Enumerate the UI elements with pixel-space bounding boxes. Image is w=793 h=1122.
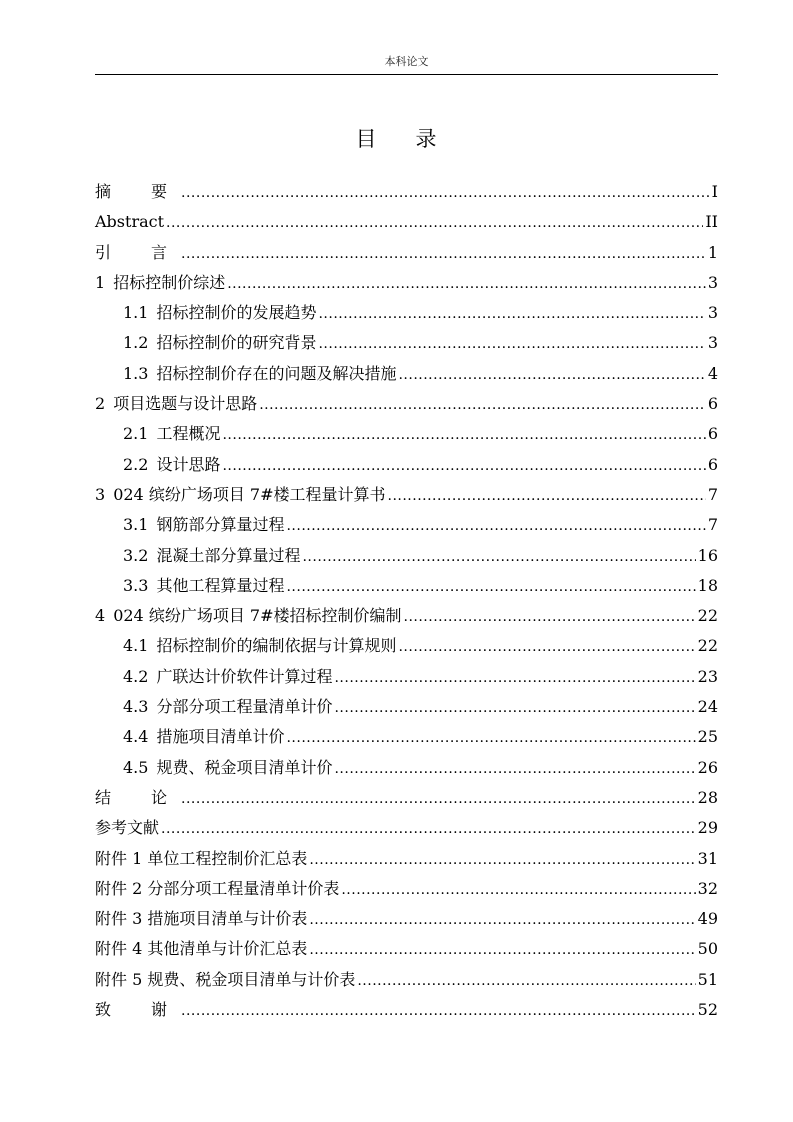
page-title: [0, 124, 793, 154]
table-of-contents: [95, 177, 718, 1025]
toc-dot-leader: [181, 178, 710, 208]
toc-entry-page-number: 32: [697, 878, 718, 898]
toc-dot-leader: [181, 784, 696, 814]
toc-entry-page-number: 31: [697, 848, 718, 868]
toc-entry[interactable]: [95, 480, 718, 510]
toc-entry-page-number: 49: [697, 909, 718, 929]
toc-entry-label: 混凝土部分算量过程: [156, 545, 301, 565]
toc-entry-number: 2.2: [123, 454, 149, 474]
toc-entry[interactable]: [95, 874, 718, 904]
toc-entry[interactable]: [95, 177, 718, 207]
toc-entry-label: 钢筋部分算量过程: [156, 515, 285, 535]
toc-entry-label: 附件 1 单位工程控制价汇总表: [95, 848, 308, 868]
toc-entry[interactable]: [95, 541, 718, 571]
toc-entry-label: 参考文献: [95, 818, 160, 838]
toc-entry-number: 3.3: [123, 575, 149, 595]
toc-dot-leader: [398, 360, 705, 390]
toc-dot-leader: [302, 542, 695, 572]
toc-entry-label: 分部分项工程量清单计价: [156, 697, 333, 717]
toc-entry-label: 招标控制价的研究背景: [156, 333, 317, 353]
toc-entry-page-number: 1: [707, 242, 718, 262]
toc-entry-number: 4.3: [123, 697, 149, 717]
toc-entry-number: 3.1: [123, 515, 149, 535]
toc-entry-label: 其他工程算量过程: [156, 575, 285, 595]
toc-entry-label: 致 谢: [95, 1000, 180, 1020]
toc-entry-page-number: 52: [697, 1000, 718, 1020]
toc-dot-leader: [286, 572, 695, 602]
toc-entry-page-number: 3: [707, 272, 718, 292]
toc-entry[interactable]: [95, 783, 718, 813]
toc-entry[interactable]: [95, 662, 718, 692]
toc-dot-leader: [334, 663, 695, 693]
toc-entry-label: 附件 4 其他清单与计价汇总表: [95, 939, 308, 959]
toc-entry-label: 附件 3 措施项目清单与计价表: [95, 909, 308, 929]
toc-entry[interactable]: [95, 207, 718, 237]
toc-entry-number: 3: [95, 484, 106, 504]
toc-entry-page-number: 6: [707, 424, 718, 444]
toc-entry-page-number: 7: [707, 515, 718, 535]
toc-entry-page-number: II: [705, 212, 718, 232]
toc-dot-leader: [388, 481, 706, 511]
toc-entry-number: 3.2: [123, 545, 149, 565]
toc-entry-page-number: 24: [697, 697, 718, 717]
toc-entry-number: 1.3: [123, 363, 149, 383]
toc-entry-page-number: 4: [707, 363, 718, 383]
toc-entry-number: 1: [95, 272, 106, 292]
toc-dot-leader: [334, 754, 695, 784]
toc-entry-label: 招标控制价综述: [113, 272, 226, 292]
toc-entry[interactable]: [95, 389, 718, 419]
toc-entry-label: 摘 要: [95, 182, 180, 201]
toc-entry-page-number: 7: [707, 484, 718, 504]
toc-entry[interactable]: [95, 601, 718, 631]
toc-entry-page-number: 16: [697, 545, 718, 565]
toc-entry-label: 024 缤纷广场项目 7#楼工程量计算书: [113, 484, 386, 504]
toc-entry-page-number: 6: [707, 394, 718, 414]
toc-entry-number: 4.5: [123, 757, 149, 777]
toc-dot-leader: [318, 329, 705, 359]
toc-dot-leader: [227, 269, 706, 299]
toc-entry-page-number: 50: [697, 939, 718, 959]
toc-entry-page-number: I: [711, 182, 718, 201]
toc-entry-label: 规费、税金项目清单计价: [156, 757, 333, 777]
toc-entry-page-number: 22: [697, 606, 718, 626]
toc-dot-leader: [309, 935, 695, 965]
toc-dot-leader: [404, 602, 696, 632]
toc-dot-leader: [161, 814, 696, 844]
toc-dot-leader: [286, 723, 695, 753]
toc-entry-number: 2.1: [123, 424, 149, 444]
toc-entry-page-number: 29: [697, 818, 718, 838]
toc-entry[interactable]: [95, 268, 718, 298]
toc-entry-page-number: 25: [697, 727, 718, 747]
toc-dot-leader: [398, 632, 695, 662]
toc-entry[interactable]: [95, 965, 718, 995]
toc-entry-page-number: 3: [707, 333, 718, 353]
toc-entry[interactable]: [95, 571, 718, 601]
toc-entry-label: 工程概况: [156, 424, 221, 444]
title-part-2: 录: [415, 127, 438, 151]
toc-entry-label: 024 缤纷广场项目 7#楼招标控制价编制: [113, 606, 402, 626]
toc-entry-page-number: 23: [697, 666, 718, 686]
toc-dot-leader: [318, 299, 705, 329]
toc-entry-page-number: 28: [697, 787, 718, 807]
toc-entry-number: 4.4: [123, 727, 149, 747]
toc-dot-leader: [166, 208, 703, 238]
toc-dot-leader: [309, 905, 695, 935]
toc-entry-page-number: 6: [707, 454, 718, 474]
toc-entry-label: 项目选题与设计思路: [113, 394, 258, 414]
toc-dot-leader: [259, 390, 706, 420]
toc-entry[interactable]: [95, 844, 718, 874]
toc-entry-number: 4: [95, 606, 106, 626]
toc-entry[interactable]: [95, 813, 718, 843]
toc-entry[interactable]: [95, 692, 718, 722]
toc-entry[interactable]: [95, 450, 718, 480]
toc-entry[interactable]: [95, 722, 718, 752]
toc-entry-label: 招标控制价的编制依据与计算规则: [156, 636, 397, 656]
toc-entry-page-number: 22: [697, 636, 718, 656]
toc-entry-label: 引 言: [95, 242, 180, 262]
toc-dot-leader: [286, 511, 705, 541]
toc-dot-leader: [357, 966, 695, 996]
toc-entry-label: Abstract: [95, 212, 165, 232]
toc-entry-number: 4.1: [123, 636, 149, 656]
toc-entry-page-number: 18: [697, 575, 718, 595]
toc-entry[interactable]: [95, 753, 718, 783]
toc-dot-leader: [181, 239, 706, 269]
toc-entry-page-number: 26: [697, 757, 718, 777]
toc-dot-leader: [222, 451, 705, 481]
toc-entry-label: 设计思路: [156, 454, 221, 474]
toc-entry[interactable]: [95, 359, 718, 389]
toc-entry[interactable]: [95, 328, 718, 358]
title-part-1: 目: [355, 127, 378, 151]
toc-entry[interactable]: [95, 631, 718, 661]
toc-dot-leader: [181, 996, 696, 1026]
toc-entry-label: 结 论: [95, 787, 180, 807]
toc-entry-page-number: 51: [697, 969, 718, 989]
toc-entry[interactable]: [95, 298, 718, 328]
toc-entry-number: 1.2: [123, 333, 149, 353]
toc-entry[interactable]: [95, 904, 718, 934]
toc-dot-leader: [309, 845, 695, 875]
toc-entry[interactable]: [95, 510, 718, 540]
toc-entry[interactable]: [95, 419, 718, 449]
toc-entry-label: 招标控制价存在的问题及解决措施: [156, 363, 397, 383]
toc-entry-label: 招标控制价的发展趋势: [156, 303, 317, 323]
toc-entry-label: 措施项目清单计价: [156, 727, 285, 747]
toc-dot-leader: [341, 875, 695, 905]
page-header: [95, 54, 718, 75]
toc-entry[interactable]: [95, 238, 718, 268]
toc-dot-leader: [222, 420, 705, 450]
toc-entry-label: 附件 5 规费、税金项目清单与计价表: [95, 969, 356, 989]
toc-entry[interactable]: [95, 934, 718, 964]
toc-entry[interactable]: [95, 995, 718, 1025]
toc-entry-label: 附件 2 分部分项工程量清单计价表: [95, 878, 340, 898]
toc-entry-number: 2: [95, 394, 106, 414]
toc-entry-page-number: 3: [707, 303, 718, 323]
toc-entry-label: 广联达计价软件计算过程: [156, 666, 333, 686]
toc-entry-number: 4.2: [123, 666, 149, 686]
toc-dot-leader: [334, 693, 695, 723]
header-text: 本科论文: [384, 55, 429, 68]
toc-entry-number: 1.1: [123, 303, 149, 323]
